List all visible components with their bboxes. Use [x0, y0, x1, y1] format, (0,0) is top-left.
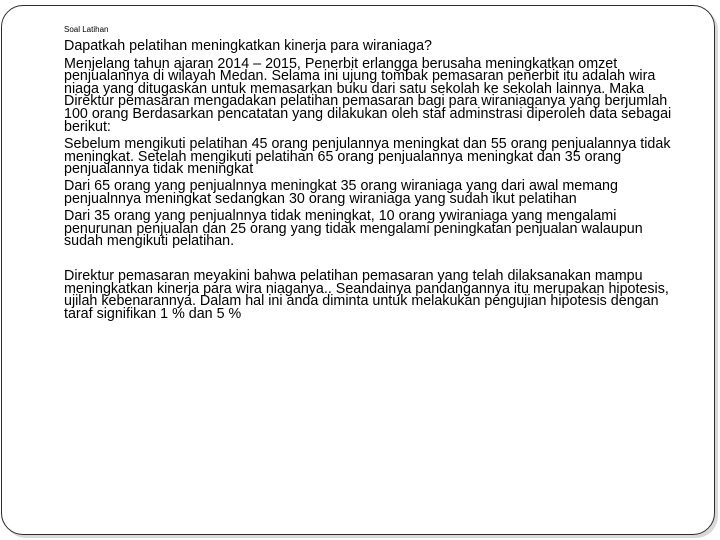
paragraph-background: Menjelang tahun ajaran 2014 – 2015, Penerbit erlangga berusaha meningkatkan omzet penjualannya di wilayah Medan. Selama ini ujung tombak pemasaran penerbit itu adalah wira niaga yang ditugaskan untuk memasarkan buku dari satu sekolah ke sekolah lainnya. Maka Direktur pemasaran mengadakan pelatihan pemasaran bagi para wiraniaganya yang berjumlah 100 orang Berdasarkan pencatatan yang dilakukan oleh staf adminstrasi diperoleh data sebagai berikut: — [64, 55, 672, 135]
slide-heading: Dapatkah pelatihan meningkatkan kinerja para wiraniaga? — [64, 38, 432, 54]
slide-content — [64, 40, 674, 320]
paragraph-increased: Dari 65 orang yang penjualnnya meningkat 35 orang wiraniaga yang dari awal memang penjualnnya meningkat sedangkan 30 orang wiraniaga yang sudah ikut pelatihan — [64, 177, 618, 207]
paragraph-not-increased: Dari 35 orang yang penjualnnya tidak meningkat, 10 orang ywiraniaga yang mengalami penurunan penjualan dan 25 orang yang tidak mengalami peningkatan penjualan walaupun sudah mengikuti pelatihan. — [64, 208, 643, 250]
slide-small-title: Soal Latihan — [64, 25, 109, 34]
paragraph-task: Direktur pemasaran meyakini bahwa pelatihan pemasaran yang telah dilaksanakan mampu meningkatkan kinerja para wira niaganya.. Seandainya pandangannya itu merupakan hipotesis, ujilah kebenarannya. Dalam hal ini anda diminta untuk melakukan pengujian hipotesis dengan taraf signifikan 1 % dan 5 % — [64, 267, 669, 322]
paragraph-before-after: Sebelum mengikuti pelatihan 45 orang penjulannya meningkat dan 55 orang penjualannya tidak meningkat. Setelah mengikuti pelatihan 65 orang penjualannya meningkat dan 35 orang penjualannya tidak meningkat — [64, 136, 671, 178]
